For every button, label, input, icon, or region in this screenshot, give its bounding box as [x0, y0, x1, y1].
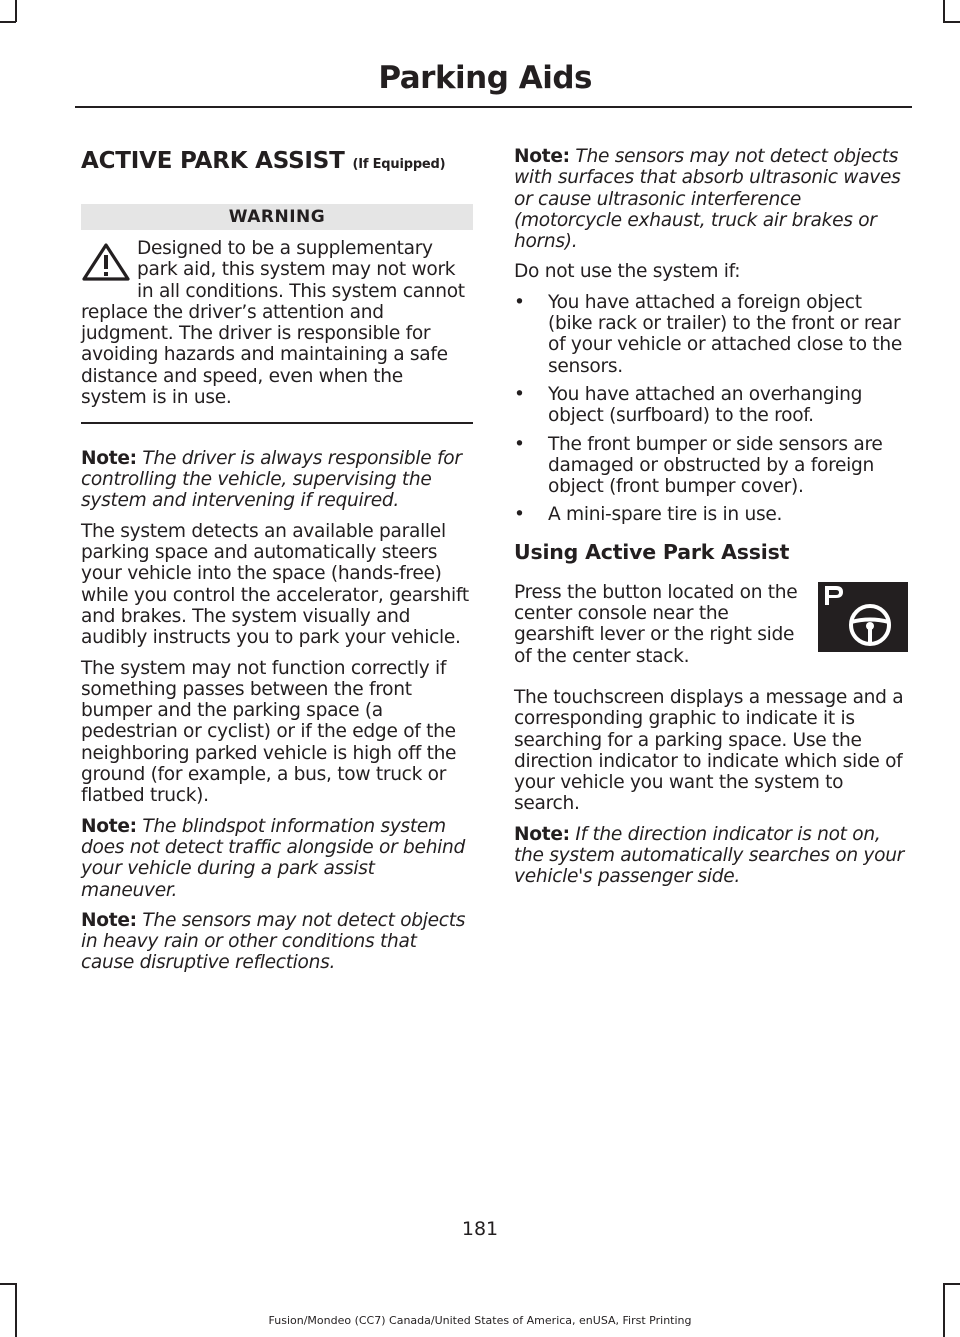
bullet-marker: • [514, 504, 525, 526]
section-heading [81, 146, 473, 180]
note-text: The blindspot information system does not detect traffic alongside or behind your vehicle during a park assist maneuver. [81, 815, 466, 901]
list-item [514, 434, 908, 498]
list-item [514, 384, 908, 427]
subsection-heading: Using Active Park Assist [514, 539, 790, 564]
bullet-marker: • [514, 433, 525, 455]
note-label: Note: [514, 146, 570, 167]
crop-mark [15, 0, 17, 22]
crop-mark [943, 1283, 945, 1337]
crop-mark [0, 1283, 16, 1285]
right-column [514, 146, 908, 897]
note-label: Note: [81, 909, 137, 931]
note-paragraph [81, 448, 473, 512]
crop-mark [943, 0, 945, 22]
note-text: The sensors may not detect objects with surfaces that absorb ultrasonic waves or cause ultrasonic interference (motorcycle exhaust, truck air brakes or horns). [514, 146, 901, 253]
note-paragraph [514, 146, 908, 252]
list-item-text: You have attached an overhanging object (surfboard) to the roof. [548, 383, 863, 427]
note-text: The sensors may not detect objects in heavy rain or other conditions that cause disruptive reflections. [81, 909, 466, 974]
bullet-list [514, 292, 908, 526]
note-paragraph [514, 824, 908, 888]
warning-heading: WARNING [81, 204, 473, 230]
crop-mark [943, 1283, 960, 1285]
note-text: If the direction indicator is not on, the system automatically searches on your vehicle's passenger side. [514, 823, 905, 888]
body-paragraph: Press the button located on the center console near the gearshift lever or the right side of the center stack. [514, 581, 798, 667]
body-paragraph: The system may not function correctly if something passes between the front bumper and the parking space (a pedestrian or cyclist) or if the edge of the neighboring parked vehicle is high off the ground (for example, a bus, tow truck or flatbed truck). [81, 657, 457, 807]
section-title: ACTIVE PARK ASSIST [81, 148, 345, 174]
body-paragraph: The system detects an available parallel parking space and automatically steers your vehicle into the space (hands-free) while you control the accelerator, gearshift and brakes. The system visually and audibly instructs you to park your vehicle. [81, 520, 469, 649]
list-item-text: A mini-spare tire is in use. [548, 504, 783, 526]
list-item [514, 504, 908, 525]
note-label: Note: [81, 447, 137, 469]
list-item-text: The front bumper or side sensors are damaged or obstructed by a foreign object (front bumper cover). [548, 433, 883, 498]
warning-divider [81, 422, 473, 424]
page-title: Parking Aids [378, 60, 592, 96]
footer-text: Fusion/Mondeo (CC7) Canada/United States of America, enUSA, First Printing [268, 1314, 692, 1327]
list-item [514, 292, 908, 377]
park-assist-button-icon [818, 582, 908, 652]
note-label: Note: [81, 815, 137, 837]
note-text: The driver is always responsible for controlling the vehicle, supervising the system and intervening if required. [81, 447, 462, 512]
intro-paragraph: Do not use the system if: [514, 261, 741, 283]
bullet-marker: • [514, 383, 525, 405]
warning-box [81, 204, 473, 424]
note-paragraph [81, 910, 473, 974]
list-item-text: You have attached a foreign object (bike rack or trailer) to the front or rear of your vehicle or attached close to the sensors. [548, 291, 903, 377]
crop-mark [15, 1283, 17, 1337]
note-label: Note: [514, 823, 570, 845]
header-divider [75, 106, 912, 108]
crop-mark [943, 21, 960, 23]
section-qualifier: (If Equipped) [352, 157, 446, 172]
warning-triangle-icon [81, 242, 131, 282]
crop-mark [0, 21, 16, 23]
left-column [81, 146, 473, 983]
note-paragraph [81, 816, 473, 901]
bullet-marker: • [514, 291, 525, 313]
body-paragraph: The touchscreen displays a message and a corresponding graphic to indicate it is searching for a parking space. Use the direction indicator to indicate which side of your vehicle you want the system to search. [514, 686, 904, 815]
warning-text: Designed to be a supplementary park aid, this system may not work in all conditions. This system cannot replace the driver’s attention and judgment. The driver is responsible for avoiding hazards and maintaining a safe distance and speed, even when the system is in use. [81, 238, 465, 409]
page-number: 181 [461, 1218, 499, 1240]
